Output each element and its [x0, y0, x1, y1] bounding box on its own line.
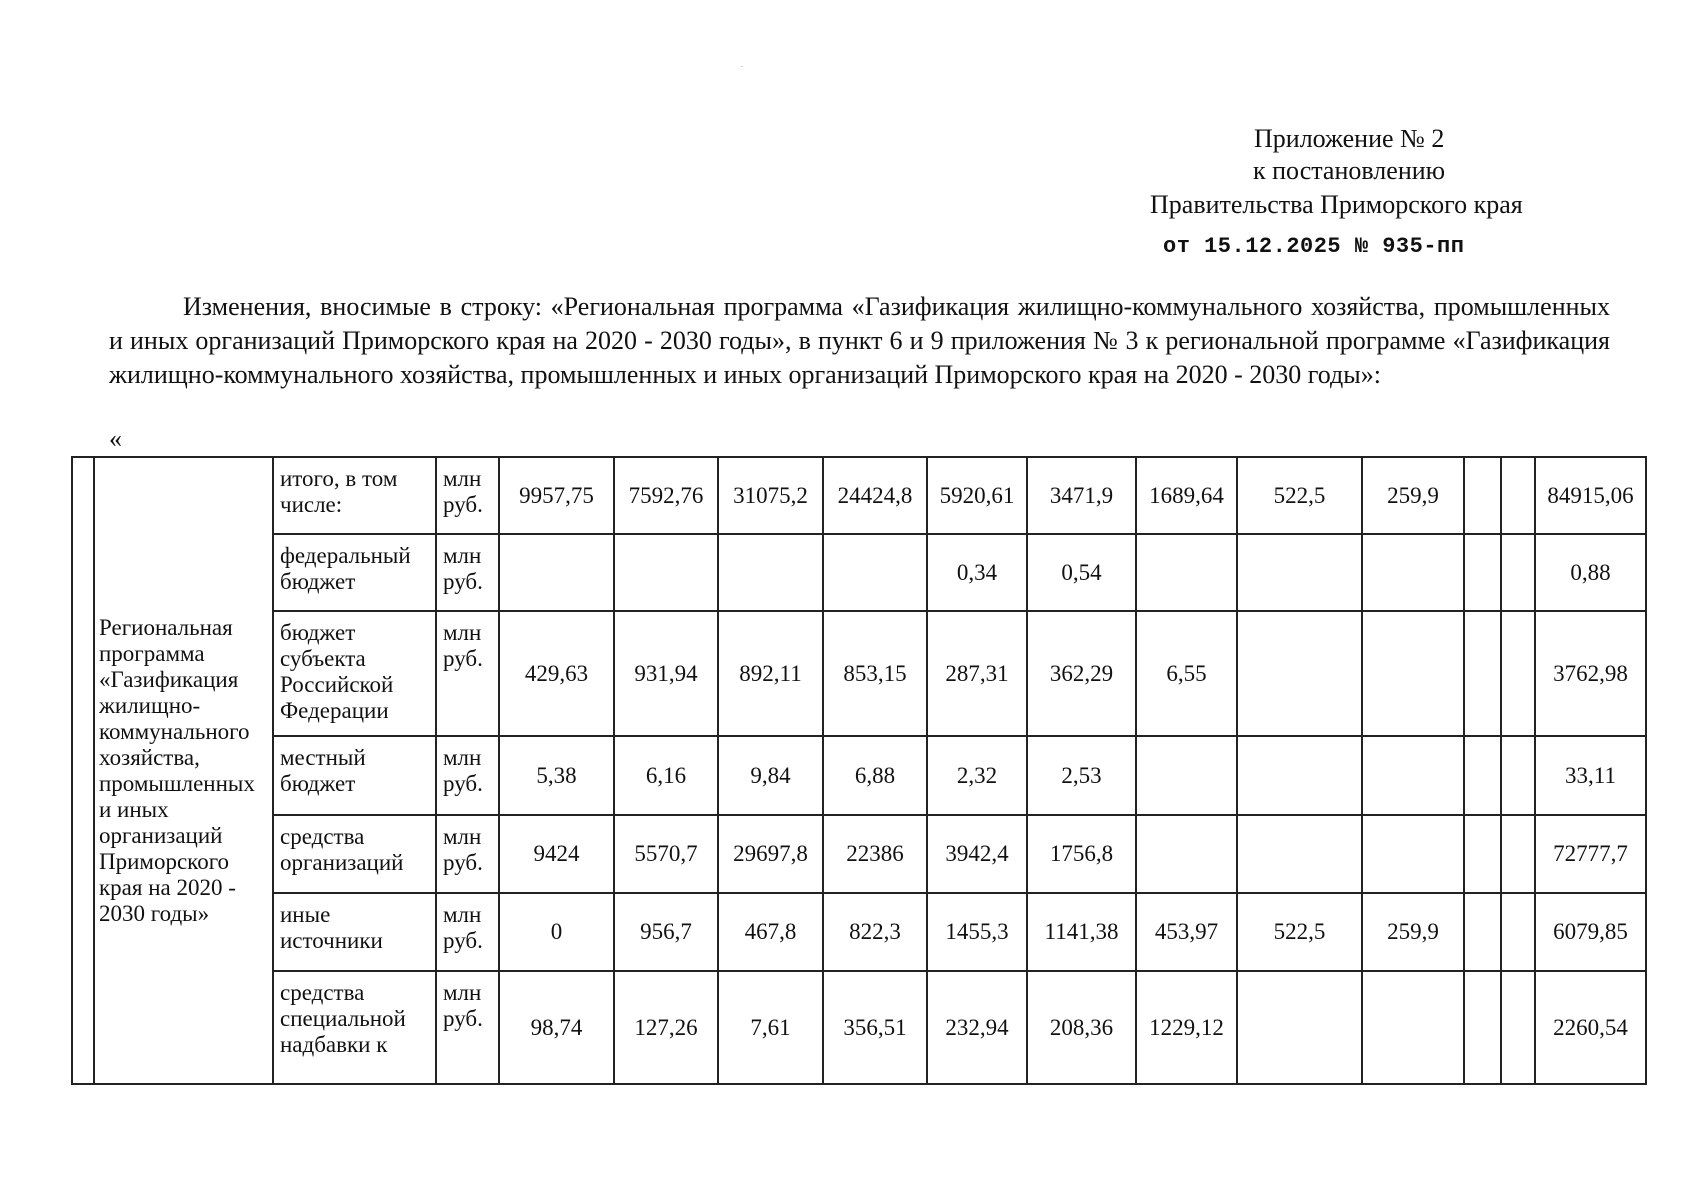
value-cell: 3471,9 [1027, 457, 1136, 534]
value-cell: 7,61 [718, 971, 823, 1084]
unit-cell: млн руб. [436, 534, 499, 611]
value-cell: 98,74 [499, 971, 614, 1084]
unit-cell: млн руб. [436, 611, 499, 736]
value-cell [1362, 534, 1464, 611]
value-cell: 5570,7 [614, 815, 718, 893]
value-cell: 2,32 [927, 736, 1027, 815]
value-cell [1501, 457, 1535, 534]
unit-cell: млн руб. [436, 971, 499, 1084]
value-cell: 7592,76 [614, 457, 718, 534]
value-cell [1501, 893, 1535, 971]
value-cell: 956,7 [614, 893, 718, 971]
funding-source-cell: федеральный бюджет [273, 534, 436, 611]
appendix-authority: Правительства Приморского края [1150, 190, 1523, 219]
value-cell [1362, 971, 1464, 1084]
value-cell: 522,5 [1237, 457, 1362, 534]
table-row [72, 815, 1646, 893]
value-cell: 356,51 [823, 971, 927, 1084]
unit-cell: млн руб. [436, 893, 499, 971]
value-cell [1501, 815, 1535, 893]
funding-source-cell: итого, в том числе: [273, 457, 436, 534]
value-cell [1237, 611, 1362, 736]
value-cell: 6,16 [614, 736, 718, 815]
value-cell: 259,9 [1362, 457, 1464, 534]
value-cell [1237, 736, 1362, 815]
value-cell [1464, 815, 1501, 893]
value-cell: 5920,61 [927, 457, 1027, 534]
funding-source-cell: средства организаций [273, 815, 436, 893]
appendix-reference: к постановлению [1253, 156, 1446, 185]
value-cell [1501, 971, 1535, 1084]
value-cell: 0,34 [927, 534, 1027, 611]
funding-table [71, 456, 1647, 1085]
opening-quote: « [109, 424, 122, 453]
funding-source-cell: местный бюджет [273, 736, 436, 815]
value-cell: 9957,75 [499, 457, 614, 534]
value-cell [1464, 611, 1501, 736]
value-cell [1501, 534, 1535, 611]
value-cell: 3942,4 [927, 815, 1027, 893]
value-cell: 208,36 [1027, 971, 1136, 1084]
value-cell: 522,5 [1237, 893, 1362, 971]
value-cell [1464, 457, 1501, 534]
appendix-number: Приложение № 2 [1254, 124, 1445, 153]
value-cell [1464, 736, 1501, 815]
value-cell: 1141,38 [1027, 893, 1136, 971]
value-cell: 22386 [823, 815, 927, 893]
total-value-cell: 2260,54 [1535, 971, 1646, 1084]
value-cell [1464, 971, 1501, 1084]
value-cell: 1689,64 [1136, 457, 1237, 534]
value-cell: 5,38 [499, 736, 614, 815]
value-cell: 0,54 [1027, 534, 1136, 611]
value-cell [1136, 736, 1237, 815]
value-cell: 467,8 [718, 893, 823, 971]
funding-source-cell: бюджет субъекта Российской Федерации [273, 611, 436, 736]
value-cell: 6,88 [823, 736, 927, 815]
value-cell [1362, 815, 1464, 893]
value-cell: 29697,8 [718, 815, 823, 893]
total-value-cell: 3762,98 [1535, 611, 1646, 736]
value-cell [499, 534, 614, 611]
document-header [0, 124, 1699, 264]
value-cell: 429,63 [499, 611, 614, 736]
value-cell [1501, 736, 1535, 815]
scan-mark [741, 66, 743, 67]
value-cell: 24424,8 [823, 457, 927, 534]
total-value-cell: 33,11 [1535, 736, 1646, 815]
value-cell [1237, 971, 1362, 1084]
value-cell: 1455,3 [927, 893, 1027, 971]
funding-source-cell: средства специальной надбавки к [273, 971, 436, 1084]
value-cell: 287,31 [927, 611, 1027, 736]
table-row [72, 736, 1646, 815]
value-cell [1362, 611, 1464, 736]
unit-cell: млн руб. [436, 815, 499, 893]
value-cell: 892,11 [718, 611, 823, 736]
table-row [72, 457, 1646, 534]
value-cell: 31075,2 [718, 457, 823, 534]
row-number-cell [72, 457, 94, 1084]
value-cell [1237, 815, 1362, 893]
value-cell: 822,3 [823, 893, 927, 971]
value-cell: 127,26 [614, 971, 718, 1084]
value-cell [614, 534, 718, 611]
table-row [72, 611, 1646, 736]
unit-cell: млн руб. [436, 457, 499, 534]
value-cell [1464, 534, 1501, 611]
value-cell: 853,15 [823, 611, 927, 736]
program-name-cell: Региональная программа «Газификация жилищно-коммунального хозяйства, промышленных и иных организаций Приморского края на 2020 - 2030 годы» [94, 457, 273, 1084]
value-cell [1136, 815, 1237, 893]
total-value-cell: 72777,7 [1535, 815, 1646, 893]
intro-paragraph: Изменения, вносимые в строку: «Региональная программа «Газификация жилищно-коммунального хозяйства, промышленных и иных организаций Приморского края на 2020 - 2030 годы», в пункт 6 и 9 приложения № 3 к региональной программе «Газификация жилищно-коммунального хозяйства, промышленных и иных организаций Приморского края на 2020 - 2030 годы»: [109, 292, 1610, 389]
table-row [72, 971, 1646, 1084]
value-cell [1464, 893, 1501, 971]
funding-table-body [72, 457, 1646, 1084]
value-cell: 0 [499, 893, 614, 971]
value-cell: 6,55 [1136, 611, 1237, 736]
value-cell [1501, 611, 1535, 736]
value-cell [823, 534, 927, 611]
funding-source-cell: иные источники [273, 893, 436, 971]
value-cell [1237, 534, 1362, 611]
value-cell: 362,29 [1027, 611, 1136, 736]
table-row [72, 534, 1646, 611]
value-cell: 1756,8 [1027, 815, 1136, 893]
resolution-date-number: от 15.12.2025 № 935-пп [1163, 234, 1465, 259]
value-cell: 9,84 [718, 736, 823, 815]
value-cell: 232,94 [927, 971, 1027, 1084]
total-value-cell: 84915,06 [1535, 457, 1646, 534]
value-cell: 931,94 [614, 611, 718, 736]
value-cell: 9424 [499, 815, 614, 893]
unit-cell: млн руб. [436, 736, 499, 815]
total-value-cell: 6079,85 [1535, 893, 1646, 971]
value-cell: 259,9 [1362, 893, 1464, 971]
total-value-cell: 0,88 [1535, 534, 1646, 611]
value-cell [1362, 736, 1464, 815]
table-row [72, 893, 1646, 971]
value-cell: 453,97 [1136, 893, 1237, 971]
value-cell [1136, 534, 1237, 611]
value-cell [718, 534, 823, 611]
value-cell: 2,53 [1027, 736, 1136, 815]
value-cell: 1229,12 [1136, 971, 1237, 1084]
